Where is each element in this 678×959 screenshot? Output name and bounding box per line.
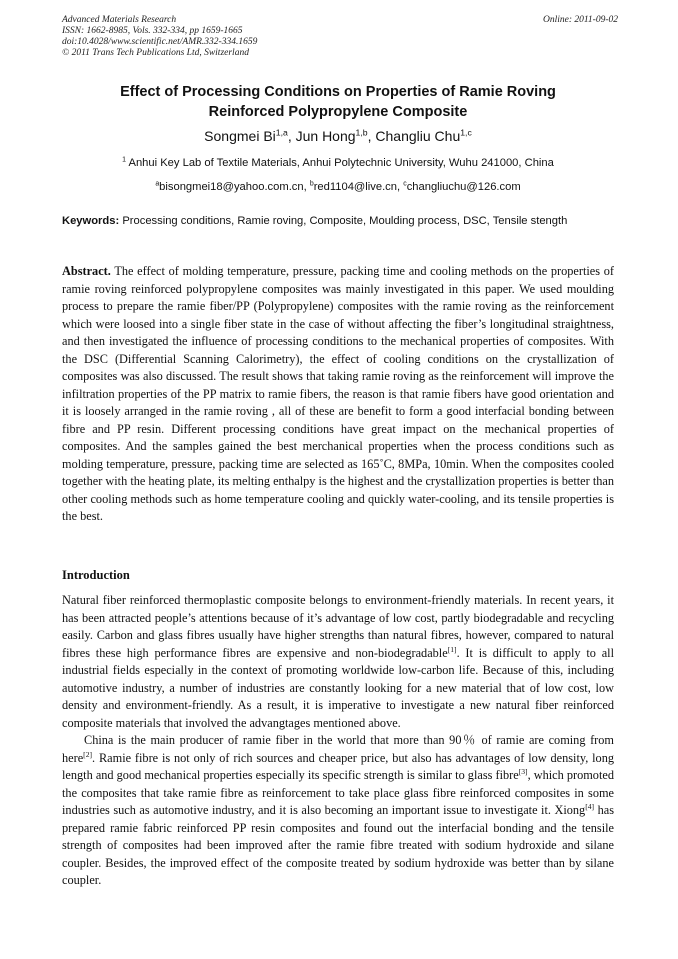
paragraph-text: , which promoted the composites that take ramie fibre as reinforcement to take place glass fibre reinforced composites in some industries such as automotive industry, and it is also becoming an important issue to investigate it. Xiong [62, 768, 614, 817]
title-line-1: Effect of Processing Conditions on Properties of Ramie Roving [120, 84, 556, 100]
journal-name: Advanced Materials Research [62, 15, 177, 25]
author-separator: , [367, 128, 376, 144]
intro-paragraph-1 [62, 592, 614, 732]
author-name: Changliu Chu [375, 128, 461, 144]
email-link[interactable]: red1104@live.cn [313, 181, 397, 193]
author-separator: , [287, 128, 296, 144]
paragraph-text: has prepared ramie fabric reinforced PP resin composites and found out the interfacial bonding and the tensile strength of composites had been improved after the ramie fibre treated with sodium hydroxide and silane coupler. Besides, the improved effect of the composite treated by sodium hydroxide was better than by silane coupler. [62, 803, 614, 887]
journal-header [62, 15, 618, 59]
intro-paragraph-2 [62, 732, 614, 890]
author-sup: 1,c [460, 127, 472, 138]
affiliation-text: Anhui Key Lab of Textile Materials, Anhui Polytechnic University, Wuhu 241000, China [128, 157, 554, 169]
email-list: $^a$bisongmei18@yahoo.com.cn, $^b$red1104@live.cn, $^c$changliuchu@126.com [155, 180, 521, 193]
author-name: Jun Hong [295, 128, 356, 144]
abstract-text: The effect of molding temperature, pressure, packing time and cooling methods on the properties of ramie roving reinforced polypropylene composites was mainly investigated in this paper. We used moulding process to prepare the ramie fiber/PP (Polypropylene) composites with the ramie roving as the reinforcement which were loosed into a single fiber state in the case of without affecting the fiber’s longitudinal straightness, and then investigated the influence of processing conditions to the mechanical properties of composites. With the DSC (Differential Scanning Calorimetry), the effect of cooling conditions on the crystallization of composites was also discussed. The result shows that taking ramie roving as the reinforcement will improve the infiltration properties of the PP matrix to ramie fibers, the reason is that ramie fibers have good orientation and it is loosely arranged in the ramie roving , all of these are benefit to form a good interfacial bonding between fibre and PP resin. Different processing conditions have great impact on the mechanical properties of composites. And the samples gained the best merchanical properties when the process conditions such as molding temperature, pressure, packing time are selected as 165˚C, 8MPa, 10min. When the composites cooled together with the heating plate, its melting enthalpy is the highest and the crystallization properties is better than other cooling methods such as home temperature cooling and quickly water-cooling, and its tensile properties is the best. [62, 264, 614, 523]
online-date: Online: 2011-09-02 [542, 15, 618, 25]
citation-ref[interactable]: [4] [585, 801, 595, 811]
doi-line: doi:10.4028/www.scientific.net/AMR.332-334.1659 [62, 37, 258, 47]
affiliation [62, 156, 614, 171]
author-sup: 1,a [275, 127, 288, 138]
abstract-label: Abstract. [62, 264, 111, 278]
citation-ref[interactable]: [3] [518, 766, 528, 776]
citation-ref[interactable]: [1] [447, 644, 457, 654]
paper-title [62, 82, 614, 122]
keywords-text: Processing conditions, Ramie roving, Composite, Moulding process, DSC, Tensile stength [122, 215, 568, 227]
email-sup: b [309, 180, 314, 188]
paragraph-text: . It is difficult to apply to all industrial fields especially in the context of promoting worldwide low-carbon life. Because of this, including automotive industry, a number of industries are constantly looking for a new material that of low cost, low density and environment-friendly. As a result, it is imperative to investigate a new natural fiber reinforced composite materials that involved the advangtages mentioned above. [62, 645, 614, 730]
author-sup: 1,b [355, 127, 368, 138]
author-name: Songmei Bi [204, 128, 276, 144]
keywords-label: Keywords: [62, 215, 120, 227]
affiliation-sup: 1 [122, 156, 126, 164]
copyright-line: © 2011 Trans Tech Publications Ltd, Switzerland [62, 48, 249, 58]
email-link[interactable]: bisongmei18@yahoo.com.cn [159, 181, 304, 193]
email-sup: a [155, 180, 160, 188]
email-sup: c [403, 180, 407, 188]
issn-line: ISSN: 1662-8985, Vols. 332-334, pp 1659-1665 [62, 26, 243, 36]
paragraph-text: Natural fiber reinforced thermoplastic composite belongs to environment-friendly materials. In recent years, it has been attracted people’s attentions because of it’s advantage of low cost, partly biodegradable and recycling easily. Carbon and glass fibres usually have higher strengths than natural fibres, however, compared to natural fibres these high performance fibres are expensive and non-biodegradable [62, 593, 614, 660]
abstract [62, 263, 614, 526]
author-list [62, 126, 614, 146]
email-link[interactable]: changliuchu@126.com [406, 181, 521, 193]
introduction-body [62, 592, 614, 890]
paragraph-text: . Ramie fibre is not only of rich sources and cheaper price, but also has advantages of low density, long length and good mechanical properties especially its specific strength is similar to glass fibre [62, 750, 614, 782]
section-heading-introduction: Introduction [62, 568, 130, 582]
title-line-2: Reinforced Polypropylene Composite [208, 104, 468, 120]
paragraph-text: China is the main producer of ramie fiber in the world that more than 90％ of ramie are coming from here [62, 733, 614, 765]
keywords [62, 213, 614, 230]
citation-ref[interactable]: [2] [83, 749, 93, 759]
